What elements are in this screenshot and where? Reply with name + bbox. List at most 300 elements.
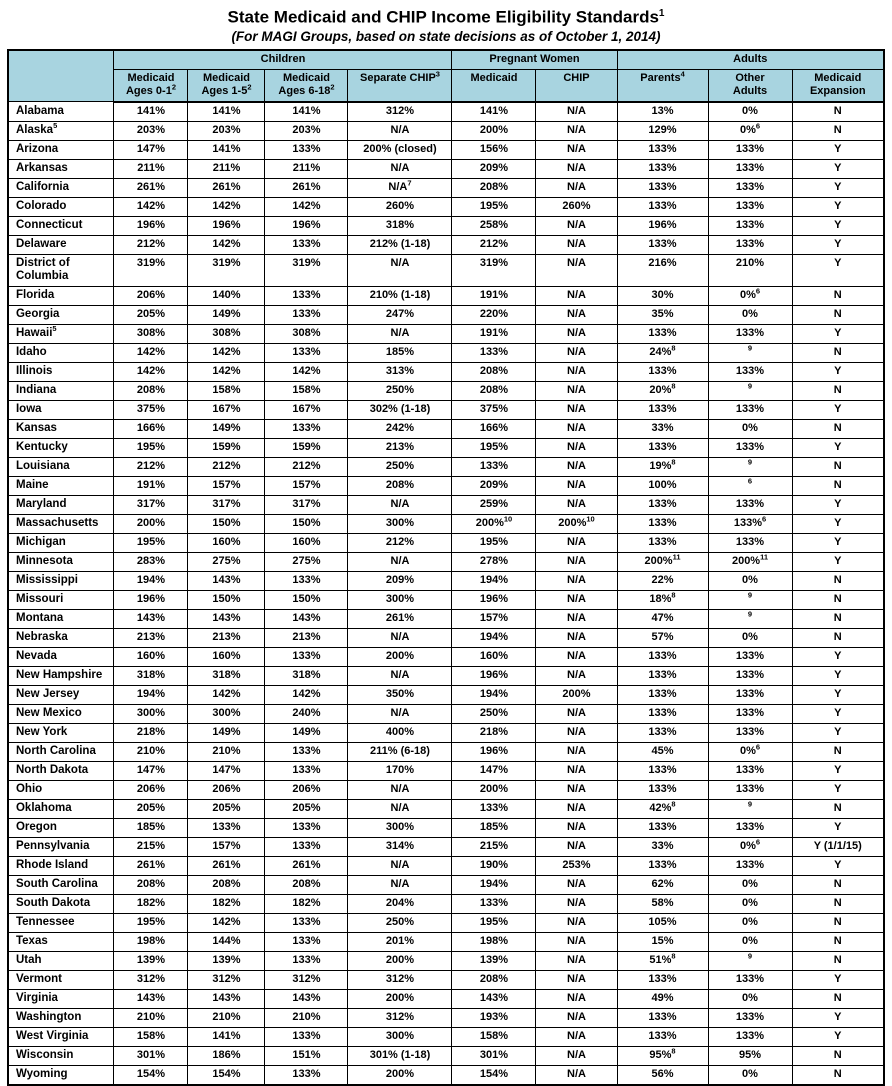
value-cell: 196%	[617, 216, 708, 235]
value-cell: 133%	[265, 305, 348, 324]
value-cell: 142%	[265, 362, 348, 381]
value-cell: 182%	[114, 894, 188, 913]
value-cell: 149%	[265, 723, 348, 742]
value-cell: 49%	[617, 989, 708, 1008]
value-cell: N	[792, 590, 884, 609]
value-cell: 0%$^6$	[708, 121, 792, 140]
value-cell: 208%	[452, 362, 536, 381]
value-cell: N/A	[536, 1046, 617, 1065]
value-cell: Y	[792, 159, 884, 178]
header-columns-row	[8, 69, 884, 102]
table-row-pennsylvania	[8, 837, 884, 856]
state-cell: Wyoming	[8, 1065, 114, 1085]
state-cell: Iowa	[8, 400, 114, 419]
value-cell: N	[792, 932, 884, 951]
value-cell: 133%	[708, 197, 792, 216]
value-cell: 133%	[708, 1008, 792, 1027]
value-cell	[708, 590, 792, 609]
table-row-connecticut	[8, 216, 884, 235]
table-row-vermont	[8, 970, 884, 989]
table-row-oregon	[8, 818, 884, 837]
value-cell: N	[792, 799, 884, 818]
table-row-virginia	[8, 989, 884, 1008]
value-cell: 154%	[114, 1065, 188, 1085]
value-cell: 200%	[348, 1065, 452, 1085]
value-cell: 141%	[114, 102, 188, 122]
value-cell: 195%	[114, 533, 188, 552]
table-row-idaho	[8, 343, 884, 362]
value-cell: 260%	[536, 197, 617, 216]
value-cell	[708, 457, 792, 476]
value-cell: 317%	[188, 495, 265, 514]
footnote-marker: 9	[747, 951, 753, 961]
value-cell: 200%$^{10}$	[536, 514, 617, 533]
value-cell: 0%	[708, 305, 792, 324]
column-header-medicaid-ages-0-12: Medicaid Ages $0-1^2$	[114, 69, 188, 102]
value-cell: 186%	[188, 1046, 265, 1065]
value-cell: N	[792, 571, 884, 590]
value-cell: 308%	[265, 324, 348, 343]
value-cell: N/A	[536, 1065, 617, 1085]
table-row-delaware	[8, 235, 884, 254]
value-cell: 218%	[452, 723, 536, 742]
value-cell: 208%	[114, 381, 188, 400]
value-cell: 133%	[708, 178, 792, 197]
value-cell: N	[792, 913, 884, 932]
value-cell: N/A	[536, 495, 617, 514]
value-cell: Y	[792, 533, 884, 552]
value-cell: 193%	[452, 1008, 536, 1027]
value-cell: 185%	[114, 818, 188, 837]
value-cell: 142%	[188, 913, 265, 932]
table-head	[8, 50, 884, 102]
table-row-florida	[8, 286, 884, 305]
column-header-medicaid-expansion: Medicaid Expansion	[792, 69, 884, 102]
value-cell: 196%	[452, 590, 536, 609]
value-cell: 133%	[708, 761, 792, 780]
value-cell: 151%	[265, 1046, 348, 1065]
footnote-marker: 3	[435, 69, 440, 79]
value-cell: 191%	[452, 286, 536, 305]
value-cell: 261%	[114, 856, 188, 875]
value-cell: 201%	[348, 932, 452, 951]
value-cell: 312%	[348, 1008, 452, 1027]
value-cell: 143%	[265, 989, 348, 1008]
value-cell: 205%	[114, 305, 188, 324]
value-cell: Y	[792, 324, 884, 343]
value-cell: 133%	[265, 837, 348, 856]
column-header-medicaid-ages-6-182: Medicaid Ages $6-18^2$	[265, 69, 348, 102]
value-cell: 139%	[114, 951, 188, 970]
state-cell: Oregon	[8, 818, 114, 837]
value-cell: 196%	[452, 666, 536, 685]
value-cell: 261%	[114, 178, 188, 197]
value-cell: N	[792, 457, 884, 476]
eligibility-table	[7, 49, 885, 1086]
table-row-maine	[8, 476, 884, 495]
column-header-chip: CHIP	[536, 69, 617, 102]
value-cell: Y	[792, 1027, 884, 1046]
value-cell: N/A	[536, 666, 617, 685]
footnote-marker: 9	[747, 381, 753, 391]
table-row-tennessee	[8, 913, 884, 932]
value-cell	[708, 343, 792, 362]
value-cell: 95%	[708, 1046, 792, 1065]
table-row-arkansas	[8, 159, 884, 178]
value-cell: 159%	[265, 438, 348, 457]
value-cell: 213%	[348, 438, 452, 457]
value-cell: N/A	[536, 140, 617, 159]
value-cell: 160%	[114, 647, 188, 666]
value-cell: 133%$^6$	[708, 514, 792, 533]
value-cell: 191%	[452, 324, 536, 343]
value-cell: N/A	[348, 628, 452, 647]
table-row-new-york	[8, 723, 884, 742]
value-cell: 194%	[452, 875, 536, 894]
state-cell: Nebraska	[8, 628, 114, 647]
state-cell: South Dakota	[8, 894, 114, 913]
value-cell: 200%	[348, 989, 452, 1008]
value-cell: 210%	[114, 742, 188, 761]
value-cell: 142%	[188, 685, 265, 704]
value-cell: 250%	[348, 457, 452, 476]
value-cell: 283%	[114, 552, 188, 571]
table-row-louisiana	[8, 457, 884, 476]
value-cell: N/A	[536, 742, 617, 761]
value-cell: 194%	[452, 571, 536, 590]
value-cell: N/A	[536, 533, 617, 552]
value-cell: 143%	[188, 571, 265, 590]
column-header-other-adults: Other Adults	[708, 69, 792, 102]
value-cell: 141%	[452, 102, 536, 122]
footnote-marker: 2	[171, 82, 176, 92]
footnote-marker: 9	[747, 343, 753, 353]
table-row-alaska5	[8, 121, 884, 140]
state-cell: Maine	[8, 476, 114, 495]
value-cell: N	[792, 1065, 884, 1085]
value-cell: 158%	[114, 1027, 188, 1046]
value-cell: 13%	[617, 102, 708, 122]
value-cell: N/A	[536, 362, 617, 381]
value-cell: 215%	[452, 837, 536, 856]
value-cell: 261%	[188, 178, 265, 197]
value-cell: 185%	[452, 818, 536, 837]
footnote-marker: 6	[755, 742, 761, 752]
value-cell: 212%	[452, 235, 536, 254]
table-row-ohio	[8, 780, 884, 799]
value-cell: 133%	[617, 666, 708, 685]
table-row-california	[8, 178, 884, 197]
value-cell: 133%	[708, 818, 792, 837]
table-row-michigan	[8, 533, 884, 552]
value-cell: 275%	[188, 552, 265, 571]
state-cell: Alaska$^5$	[8, 121, 114, 140]
value-cell: 312%	[188, 970, 265, 989]
value-cell: 200%$^{11}$	[617, 552, 708, 571]
value-cell: Y	[792, 970, 884, 989]
value-cell: N/A	[536, 552, 617, 571]
footnote-marker: 9	[747, 799, 753, 809]
value-cell: 133%	[708, 324, 792, 343]
page-subtitle: (For MAGI Groups, based on state decisions as of October 1, 2014)	[231, 28, 661, 44]
value-cell: 195%	[114, 438, 188, 457]
value-cell: 57%	[617, 628, 708, 647]
value-cell: 0%	[708, 1065, 792, 1085]
value-cell: 258%	[452, 216, 536, 235]
state-cell: New York	[8, 723, 114, 742]
table-row-west-virginia	[8, 1027, 884, 1046]
value-cell: 129%	[617, 121, 708, 140]
value-cell: N/A	[536, 590, 617, 609]
value-cell: 300%	[188, 704, 265, 723]
value-cell	[708, 799, 792, 818]
value-cell: N	[792, 742, 884, 761]
value-cell: 158%	[188, 381, 265, 400]
value-cell: 33%	[617, 837, 708, 856]
value-cell: N/A	[536, 178, 617, 197]
table-row-nebraska	[8, 628, 884, 647]
value-cell: 240%	[265, 704, 348, 723]
value-cell: 318%	[265, 666, 348, 685]
value-cell: 0%	[708, 102, 792, 122]
value-cell: 198%	[114, 932, 188, 951]
value-cell: 203%	[188, 121, 265, 140]
value-cell: 242%	[348, 419, 452, 438]
state-cell: Montana	[8, 609, 114, 628]
value-cell: 133%	[617, 400, 708, 419]
value-cell: 142%	[188, 343, 265, 362]
value-cell: 150%	[265, 590, 348, 609]
state-cell: Florida	[8, 286, 114, 305]
state-cell: Louisiana	[8, 457, 114, 476]
value-cell: 301% (1-18)	[348, 1046, 452, 1065]
value-cell: 133%	[617, 818, 708, 837]
value-cell: 133%	[265, 1065, 348, 1085]
value-cell: 166%	[114, 419, 188, 438]
value-cell: 142%	[265, 685, 348, 704]
value-cell: 149%	[188, 305, 265, 324]
value-cell: 158%	[265, 381, 348, 400]
table-row-mississippi	[8, 571, 884, 590]
value-cell: 253%	[536, 856, 617, 875]
value-cell: N/A	[536, 628, 617, 647]
value-cell: 133%	[617, 178, 708, 197]
value-cell: 133%	[265, 1027, 348, 1046]
value-cell: N/A	[536, 913, 617, 932]
value-cell: 167%	[188, 400, 265, 419]
table-row-illinois	[8, 362, 884, 381]
value-cell	[708, 476, 792, 495]
value-cell: 133%	[617, 197, 708, 216]
column-header-parents4: Parents$^4$	[617, 69, 708, 102]
value-cell: 182%	[265, 894, 348, 913]
value-cell: 213%	[188, 628, 265, 647]
value-cell: N/A	[536, 343, 617, 362]
value-cell: 210%	[188, 742, 265, 761]
value-cell: 210%	[265, 1008, 348, 1027]
value-cell: N/A	[536, 159, 617, 178]
value-cell: 133%	[452, 457, 536, 476]
value-cell: 133%	[265, 571, 348, 590]
value-cell: N/A	[536, 932, 617, 951]
value-cell: 158%	[452, 1027, 536, 1046]
value-cell: 302% (1-18)	[348, 400, 452, 419]
value-cell: N	[792, 476, 884, 495]
value-cell: 149%	[188, 419, 265, 438]
value-cell: 317%	[265, 495, 348, 514]
footnote-marker: 2	[330, 82, 335, 92]
value-cell: N/A	[348, 875, 452, 894]
value-cell: 133%	[617, 362, 708, 381]
value-cell: N/A	[348, 799, 452, 818]
footnote-marker: 6	[755, 286, 761, 296]
value-cell: 0%	[708, 913, 792, 932]
value-cell: 210%	[188, 1008, 265, 1027]
value-cell: 205%	[188, 799, 265, 818]
value-cell: 300%	[348, 818, 452, 837]
state-cell: Idaho	[8, 343, 114, 362]
value-cell: Y	[792, 216, 884, 235]
value-cell: 208%	[114, 875, 188, 894]
value-cell: 318%	[114, 666, 188, 685]
value-cell: 133%	[617, 970, 708, 989]
value-cell: 133%	[708, 666, 792, 685]
value-cell: Y	[792, 780, 884, 799]
value-cell: 133%	[708, 362, 792, 381]
value-cell: N/A	[536, 647, 617, 666]
value-cell: 215%	[114, 837, 188, 856]
value-cell: 375%	[452, 400, 536, 419]
value-cell: 133%	[617, 140, 708, 159]
value-cell: 308%	[114, 324, 188, 343]
value-cell: 209%	[348, 571, 452, 590]
value-cell: 203%	[114, 121, 188, 140]
value-cell: 147%	[114, 761, 188, 780]
value-cell: N/A	[536, 1008, 617, 1027]
value-cell: N/A	[536, 305, 617, 324]
value-cell: N	[792, 102, 884, 122]
value-cell: 133%	[452, 343, 536, 362]
value-cell: 33%	[617, 419, 708, 438]
value-cell: 208%	[452, 970, 536, 989]
value-cell: N/A	[536, 286, 617, 305]
value-cell: 212%	[114, 235, 188, 254]
value-cell: 211%	[114, 159, 188, 178]
value-cell: 133%	[708, 438, 792, 457]
state-cell: Ohio	[8, 780, 114, 799]
value-cell: 200%$^{10}$	[452, 514, 536, 533]
value-cell: 133%	[617, 723, 708, 742]
value-cell: Y	[792, 197, 884, 216]
state-cell: Rhode Island	[8, 856, 114, 875]
table-row-hawaii5	[8, 324, 884, 343]
value-cell: 261%	[265, 178, 348, 197]
value-cell: 0%	[708, 875, 792, 894]
value-cell: 200%	[536, 685, 617, 704]
value-cell: N/A	[536, 704, 617, 723]
value-cell: 133%	[265, 932, 348, 951]
value-cell: 0%	[708, 419, 792, 438]
column-header-separate-chip3: Separate CHIP$^3$	[348, 69, 452, 102]
value-cell	[708, 951, 792, 970]
state-cell: Massachusetts	[8, 514, 114, 533]
value-cell: 213%	[114, 628, 188, 647]
value-cell: 196%	[265, 216, 348, 235]
footnote-marker: 6	[761, 514, 767, 524]
value-cell: Y	[792, 438, 884, 457]
table-row-north-carolina	[8, 742, 884, 761]
value-cell: 133%	[708, 1027, 792, 1046]
value-cell: 156%	[452, 140, 536, 159]
value-cell: N/A	[348, 121, 452, 140]
value-cell: 95%$^8$	[617, 1046, 708, 1065]
value-cell: N/A	[536, 837, 617, 856]
table-row-montana	[8, 609, 884, 628]
value-cell: 194%	[452, 628, 536, 647]
value-cell: 133%	[617, 856, 708, 875]
value-cell: 319%	[452, 254, 536, 286]
value-cell: 133%	[708, 140, 792, 159]
value-cell: 212%	[265, 457, 348, 476]
value-cell: 313%	[348, 362, 452, 381]
value-cell: 143%	[265, 609, 348, 628]
value-cell: Y	[792, 235, 884, 254]
value-cell: 300%	[348, 1027, 452, 1046]
value-cell: 133%	[708, 647, 792, 666]
corner-cell	[8, 50, 114, 102]
table-row-nevada	[8, 647, 884, 666]
table-row-kentucky	[8, 438, 884, 457]
value-cell: 196%	[188, 216, 265, 235]
value-cell: 208%	[452, 178, 536, 197]
value-cell: 143%	[452, 989, 536, 1008]
table-body	[8, 102, 884, 1085]
value-cell: 143%	[188, 989, 265, 1008]
value-cell: 220%	[452, 305, 536, 324]
value-cell: 250%	[348, 381, 452, 400]
value-cell: 133%	[265, 140, 348, 159]
footnote-marker: 5	[52, 324, 57, 334]
value-cell: N/A	[348, 780, 452, 799]
value-cell: 205%	[265, 799, 348, 818]
value-cell: 211% (6-18)	[348, 742, 452, 761]
column-header-medicaid: Medicaid	[452, 69, 536, 102]
value-cell: Y	[792, 856, 884, 875]
value-cell: 218%	[114, 723, 188, 742]
state-cell: Tennessee	[8, 913, 114, 932]
value-cell: 317%	[114, 495, 188, 514]
table-row-oklahoma	[8, 799, 884, 818]
footnote-marker: 8	[671, 343, 676, 353]
value-cell: Y	[792, 140, 884, 159]
value-cell: N/A	[536, 951, 617, 970]
value-cell: 141%	[265, 102, 348, 122]
table-row-missouri	[8, 590, 884, 609]
value-cell: 190%	[452, 856, 536, 875]
state-cell: New Jersey	[8, 685, 114, 704]
state-cell: New Mexico	[8, 704, 114, 723]
table-row-massachusetts	[8, 514, 884, 533]
value-cell: 191%	[114, 476, 188, 495]
value-cell: 318%	[348, 216, 452, 235]
value-cell: 206%	[265, 780, 348, 799]
state-cell: Virginia	[8, 989, 114, 1008]
value-cell: 143%	[188, 609, 265, 628]
footnote-marker: 10	[586, 514, 595, 524]
value-cell: 147%	[114, 140, 188, 159]
value-cell: N/A	[536, 894, 617, 913]
value-cell: 133%	[617, 704, 708, 723]
